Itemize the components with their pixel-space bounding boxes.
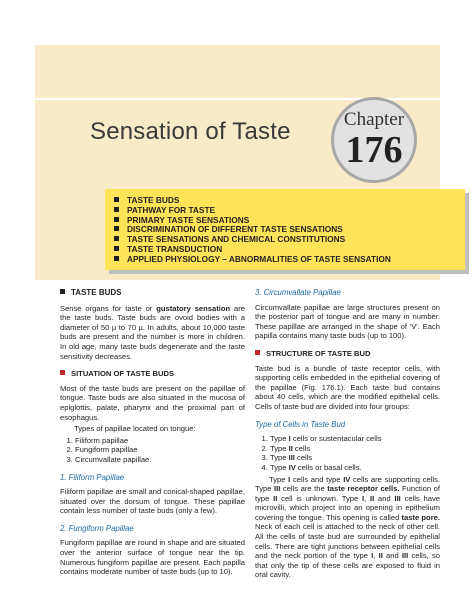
list-item: 3. Circumvallate papillae.	[75, 455, 245, 465]
cell-types-list	[255, 434, 440, 472]
bullet-square-icon	[114, 236, 119, 241]
bullet-square-icon	[114, 256, 119, 261]
bullet-square-icon	[60, 289, 65, 294]
subsection-heading: STRUCTURE OF TASTE BUD	[255, 349, 440, 359]
toc-item: TASTE BUDS	[114, 196, 465, 206]
toc-item: PRIMARY TASTE SENSATIONS	[114, 216, 465, 226]
paragraph: Fungiform papillae are round in shape and are situated over the anterior surface of tongue near the tip. Numerous fungiform papillae are present. Each papilla contains moderate number of taste buds (up to 10).	[60, 538, 245, 577]
fungiform-heading: 2. Fungiform Papillae	[60, 523, 134, 533]
right-column	[255, 288, 440, 580]
paragraph: Sense organs for taste or gustatory sensation are the taste buds. Taste buds are ovoid bodies with a diameter of 50 µ to 70 µ. In adults, about 10,000 taste buds are present and the number is more in children. In old age, many taste buds degenerate and the taste sensitivity decreases.	[60, 303, 245, 361]
chapter-number: 176	[345, 129, 403, 171]
subsection-heading: SITUATION OF TASTE BUDS	[60, 369, 245, 379]
list-item: 4. Type IV cells or basal cells.	[270, 463, 440, 473]
bullet-square-icon	[114, 207, 119, 212]
section-heading: TASTE BUDS	[60, 288, 245, 298]
papillae-list	[60, 436, 245, 465]
toc-item: TASTE TRANSDUCTION	[114, 245, 465, 255]
cell-types-heading: Type of Cells in Taste Bud	[255, 419, 346, 429]
paragraph: Circumvallate papillae are large structures present on the posterior part of tongue and are many in number. These papillae are arranged in the shape of 'V'. Each papilla contains many taste buds (up to 100).	[255, 302, 440, 341]
toc-item: APPLIED PHYSIOLOGY – ABNORMALITIES OF TASTE SENSATION	[114, 255, 465, 265]
bullet-square-icon	[114, 197, 119, 202]
list-item: 2. Type II cells	[270, 444, 440, 454]
chapter-contents-box	[105, 189, 465, 270]
list-item: 1. Filiform papillae	[75, 436, 245, 446]
paragraph: Taste bud is a bundle of taste receptor cells, with supporting cells embedded in the epithelial covering of the papillae (Fig. 176.1). Each taste bud contains about 40 cells, which are the modified epithelial cells. Cells of taste bud are divided into four groups:	[255, 363, 440, 411]
filiform-heading: 1. Filiform Papillae	[60, 472, 125, 482]
chapter-badge	[331, 97, 417, 183]
list-item: 2. Fungiform papillae	[75, 445, 245, 455]
list-item: 1. Type I cells or sustentacular cells	[270, 434, 440, 444]
bullet-square-icon	[114, 246, 119, 251]
paragraph: Type I cells and type IV cells are supporting cells. Type III cells are the taste receptor cells. Function of type II cell is unknown. Type I, II and III cells have microvilli, which project into an opening in epithelium covering the tongue. This opening is called taste pore. Neck of each cell is attached to the neck of other cell. All the cells of taste bud are surrounded by epithelial cells. There are tight junctions between epithelial cells and the neck portion of the type I, II and III cells, so that only the tip of these cells are exposed to fluid in oral cavity.	[255, 474, 441, 580]
toc-item: PATHWAY FOR TASTE	[114, 206, 465, 216]
chapter-title: Sensation of Taste	[90, 118, 291, 145]
circumvallate-heading: 3. Circumvallate Papillae	[255, 288, 341, 297]
toc-item: DISCRIMINATION OF DIFFERENT TASTE SENSATIONS	[114, 225, 465, 235]
paragraph: Filiform papillae are small and conical-shaped papillae, situated over the dorsum of tongue. These papillae contain less number of taste buds (only a few).	[60, 487, 245, 516]
left-column	[60, 288, 245, 577]
bullet-square-icon	[114, 226, 119, 231]
toc-item: TASTE SENSATIONS AND CHEMICAL CONSTITUTIONS	[114, 235, 465, 245]
paragraph: Types of papillae located on tongue:	[74, 424, 196, 434]
chapter-label: Chapter	[343, 109, 405, 130]
bullet-square-red-icon	[255, 350, 260, 355]
paragraph: Most of the taste buds are present on the papillae of tongue. Taste buds are also situated in the mucosa of epiglottis, palate, pharynx and the proximal part of esophagus.	[60, 383, 245, 422]
bullet-square-red-icon	[60, 370, 65, 375]
list-item: 3. Type III cells	[270, 453, 440, 463]
bullet-square-icon	[114, 217, 119, 222]
